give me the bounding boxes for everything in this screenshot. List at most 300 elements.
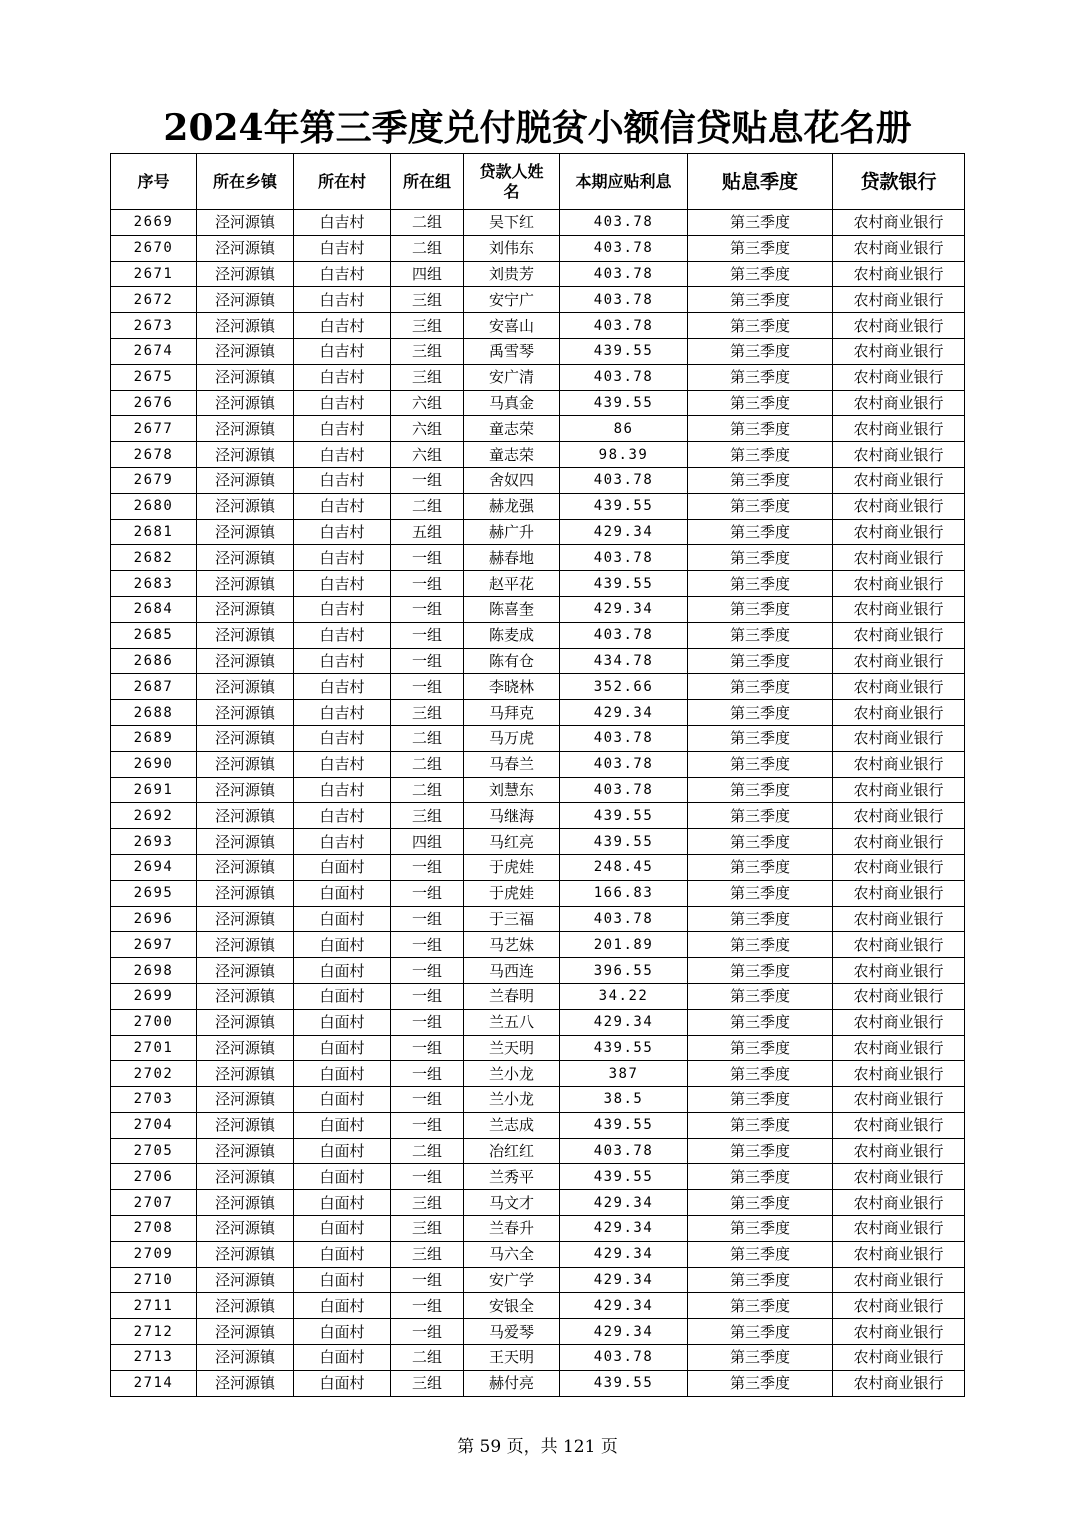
cell-seq: 2677	[111, 416, 197, 442]
cell-interest: 429.34	[560, 1009, 688, 1035]
cell-township: 泾河源镇	[197, 338, 294, 364]
cell-township: 泾河源镇	[197, 416, 294, 442]
table-row	[111, 829, 965, 855]
cell-interest: 429.34	[560, 1216, 688, 1242]
cell-village: 白吉村	[294, 751, 391, 777]
cell-borrower-name: 赫龙强	[464, 493, 560, 519]
cell-quarter: 第三季度	[688, 467, 833, 493]
cell-group: 二组	[391, 210, 464, 236]
cell-village: 白面村	[294, 932, 391, 958]
cell-seq: 2680	[111, 493, 197, 519]
cell-seq: 2691	[111, 777, 197, 803]
cell-quarter: 第三季度	[688, 958, 833, 984]
cell-group: 一组	[391, 1112, 464, 1138]
cell-seq: 2714	[111, 1370, 197, 1396]
cell-township: 泾河源镇	[197, 648, 294, 674]
cell-group: 一组	[391, 1009, 464, 1035]
cell-interest: 403.78	[560, 235, 688, 261]
cell-township: 泾河源镇	[197, 364, 294, 390]
cell-group: 一组	[391, 1267, 464, 1293]
header-group: 所在组	[391, 154, 464, 210]
cell-group: 一组	[391, 880, 464, 906]
table-row	[111, 1319, 965, 1345]
table-row	[111, 725, 965, 751]
cell-village: 白吉村	[294, 442, 391, 468]
cell-interest: 166.83	[560, 880, 688, 906]
cell-group: 三组	[391, 1241, 464, 1267]
cell-township: 泾河源镇	[197, 1138, 294, 1164]
cell-township: 泾河源镇	[197, 571, 294, 597]
cell-quarter: 第三季度	[688, 545, 833, 571]
table-row	[111, 261, 965, 287]
table-row	[111, 803, 965, 829]
cell-village: 白面村	[294, 854, 391, 880]
cell-township: 泾河源镇	[197, 674, 294, 700]
cell-borrower-name: 童志荣	[464, 442, 560, 468]
cell-bank: 农村商业银行	[833, 493, 965, 519]
header-village: 所在村	[294, 154, 391, 210]
cell-bank: 农村商业银行	[833, 416, 965, 442]
cell-village: 白吉村	[294, 364, 391, 390]
cell-township: 泾河源镇	[197, 1267, 294, 1293]
cell-group: 六组	[391, 416, 464, 442]
cell-quarter: 第三季度	[688, 1190, 833, 1216]
cell-village: 白吉村	[294, 803, 391, 829]
table-row	[111, 235, 965, 261]
cell-quarter: 第三季度	[688, 313, 833, 339]
cell-group: 一组	[391, 1293, 464, 1319]
cell-bank: 农村商业银行	[833, 261, 965, 287]
cell-interest: 429.34	[560, 519, 688, 545]
cell-borrower-name: 兰志成	[464, 1112, 560, 1138]
cell-seq: 2708	[111, 1216, 197, 1242]
table-row	[111, 1164, 965, 1190]
cell-borrower-name: 刘伟东	[464, 235, 560, 261]
cell-township: 泾河源镇	[197, 1319, 294, 1345]
cell-village: 白吉村	[294, 622, 391, 648]
cell-group: 三组	[391, 1370, 464, 1396]
cell-quarter: 第三季度	[688, 932, 833, 958]
cell-borrower-name: 兰小龙	[464, 1061, 560, 1087]
cell-quarter: 第三季度	[688, 571, 833, 597]
document-title: 2024年第三季度兑付脱贫小额信贷贴息花名册	[163, 107, 912, 149]
cell-bank: 农村商业银行	[833, 442, 965, 468]
cell-bank: 农村商业银行	[833, 958, 965, 984]
cell-borrower-name: 禹雪琴	[464, 338, 560, 364]
cell-seq: 2706	[111, 1164, 197, 1190]
cell-township: 泾河源镇	[197, 1293, 294, 1319]
cell-township: 泾河源镇	[197, 467, 294, 493]
cell-seq: 2705	[111, 1138, 197, 1164]
cell-seq: 2669	[111, 210, 197, 236]
cell-borrower-name: 安喜山	[464, 313, 560, 339]
cell-bank: 农村商业银行	[833, 1061, 965, 1087]
cell-township: 泾河源镇	[197, 210, 294, 236]
cell-bank: 农村商业银行	[833, 622, 965, 648]
cell-bank: 农村商业银行	[833, 287, 965, 313]
cell-bank: 农村商业银行	[833, 571, 965, 597]
cell-village: 白吉村	[294, 829, 391, 855]
cell-bank: 农村商业银行	[833, 1293, 965, 1319]
table-row	[111, 1345, 965, 1371]
cell-township: 泾河源镇	[197, 545, 294, 571]
cell-group: 三组	[391, 803, 464, 829]
header-borrower-name: 贷款人姓名	[464, 154, 560, 210]
cell-interest: 396.55	[560, 958, 688, 984]
cell-group: 四组	[391, 261, 464, 287]
cell-group: 五组	[391, 519, 464, 545]
cell-seq: 2685	[111, 622, 197, 648]
cell-seq: 2710	[111, 1267, 197, 1293]
table-row	[111, 1216, 965, 1242]
cell-seq: 2696	[111, 906, 197, 932]
table-row	[111, 906, 965, 932]
cell-borrower-name: 于三福	[464, 906, 560, 932]
cell-seq: 2678	[111, 442, 197, 468]
table-row	[111, 1241, 965, 1267]
cell-borrower-name: 兰天明	[464, 1035, 560, 1061]
cell-interest: 429.34	[560, 700, 688, 726]
cell-seq: 2695	[111, 880, 197, 906]
cell-borrower-name: 冶红红	[464, 1138, 560, 1164]
roster-table	[110, 153, 965, 1397]
cell-bank: 农村商业银行	[833, 210, 965, 236]
cell-village: 白面村	[294, 1370, 391, 1396]
cell-village: 白吉村	[294, 700, 391, 726]
cell-quarter: 第三季度	[688, 1035, 833, 1061]
table-row	[111, 545, 965, 571]
cell-quarter: 第三季度	[688, 338, 833, 364]
cell-bank: 农村商业银行	[833, 1009, 965, 1035]
cell-township: 泾河源镇	[197, 880, 294, 906]
cell-bank: 农村商业银行	[833, 1190, 965, 1216]
cell-township: 泾河源镇	[197, 261, 294, 287]
cell-quarter: 第三季度	[688, 1112, 833, 1138]
cell-village: 白面村	[294, 1241, 391, 1267]
cell-bank: 农村商业银行	[833, 1216, 965, 1242]
cell-bank: 农村商业银行	[833, 1241, 965, 1267]
cell-township: 泾河源镇	[197, 622, 294, 648]
cell-interest: 98.39	[560, 442, 688, 468]
cell-bank: 农村商业银行	[833, 854, 965, 880]
cell-quarter: 第三季度	[688, 261, 833, 287]
cell-interest: 439.55	[560, 1035, 688, 1061]
cell-seq: 2707	[111, 1190, 197, 1216]
cell-interest: 403.78	[560, 261, 688, 287]
cell-seq: 2713	[111, 1345, 197, 1371]
table-row	[111, 467, 965, 493]
cell-group: 一组	[391, 958, 464, 984]
cell-quarter: 第三季度	[688, 596, 833, 622]
table-row	[111, 674, 965, 700]
cell-village: 白面村	[294, 1345, 391, 1371]
cell-group: 一组	[391, 545, 464, 571]
cell-village: 白吉村	[294, 545, 391, 571]
cell-bank: 农村商业银行	[833, 648, 965, 674]
cell-quarter: 第三季度	[688, 854, 833, 880]
cell-village: 白面村	[294, 1087, 391, 1113]
cell-borrower-name: 赫广升	[464, 519, 560, 545]
cell-quarter: 第三季度	[688, 493, 833, 519]
cell-borrower-name: 马红亮	[464, 829, 560, 855]
header-seq: 序号	[111, 154, 197, 210]
cell-bank: 农村商业银行	[833, 700, 965, 726]
cell-group: 一组	[391, 571, 464, 597]
cell-quarter: 第三季度	[688, 1164, 833, 1190]
cell-borrower-name: 王天明	[464, 1345, 560, 1371]
cell-township: 泾河源镇	[197, 932, 294, 958]
cell-borrower-name: 兰秀平	[464, 1164, 560, 1190]
cell-interest: 403.78	[560, 751, 688, 777]
table-row	[111, 287, 965, 313]
cell-seq: 2684	[111, 596, 197, 622]
cell-quarter: 第三季度	[688, 880, 833, 906]
cell-group: 四组	[391, 829, 464, 855]
cell-interest: 439.55	[560, 571, 688, 597]
cell-seq: 2679	[111, 467, 197, 493]
cell-interest: 387	[560, 1061, 688, 1087]
table-row	[111, 571, 965, 597]
header-row	[111, 154, 965, 210]
cell-village: 白面村	[294, 906, 391, 932]
header-interest: 本期应贴利息	[560, 154, 688, 210]
cell-borrower-name: 安广学	[464, 1267, 560, 1293]
cell-township: 泾河源镇	[197, 1190, 294, 1216]
cell-township: 泾河源镇	[197, 1112, 294, 1138]
cell-village: 白面村	[294, 1009, 391, 1035]
table-row	[111, 622, 965, 648]
cell-seq: 2692	[111, 803, 197, 829]
table-row	[111, 1138, 965, 1164]
cell-township: 泾河源镇	[197, 1370, 294, 1396]
cell-group: 一组	[391, 1164, 464, 1190]
cell-interest: 439.55	[560, 493, 688, 519]
header-township: 所在乡镇	[197, 154, 294, 210]
cell-seq: 2697	[111, 932, 197, 958]
cell-township: 泾河源镇	[197, 725, 294, 751]
table-row	[111, 777, 965, 803]
cell-township: 泾河源镇	[197, 1035, 294, 1061]
cell-interest: 439.55	[560, 1164, 688, 1190]
cell-group: 二组	[391, 235, 464, 261]
cell-interest: 403.78	[560, 725, 688, 751]
cell-group: 一组	[391, 854, 464, 880]
cell-interest: 434.78	[560, 648, 688, 674]
cell-group: 一组	[391, 932, 464, 958]
cell-bank: 农村商业银行	[833, 1319, 965, 1345]
cell-quarter: 第三季度	[688, 390, 833, 416]
cell-borrower-name: 马拜克	[464, 700, 560, 726]
cell-seq: 2700	[111, 1009, 197, 1035]
cell-township: 泾河源镇	[197, 1345, 294, 1371]
cell-village: 白面村	[294, 1061, 391, 1087]
cell-group: 一组	[391, 1061, 464, 1087]
cell-quarter: 第三季度	[688, 1345, 833, 1371]
cell-village: 白面村	[294, 1216, 391, 1242]
cell-borrower-name: 赫春地	[464, 545, 560, 571]
table-row	[111, 751, 965, 777]
table-row	[111, 1009, 965, 1035]
cell-borrower-name: 马六全	[464, 1241, 560, 1267]
cell-seq: 2689	[111, 725, 197, 751]
cell-village: 白吉村	[294, 777, 391, 803]
cell-quarter: 第三季度	[688, 210, 833, 236]
cell-seq: 2672	[111, 287, 197, 313]
cell-borrower-name: 陈麦成	[464, 622, 560, 648]
cell-seq: 2683	[111, 571, 197, 597]
cell-township: 泾河源镇	[197, 958, 294, 984]
cell-township: 泾河源镇	[197, 803, 294, 829]
cell-seq: 2712	[111, 1319, 197, 1345]
cell-borrower-name: 刘慧东	[464, 777, 560, 803]
cell-group: 二组	[391, 493, 464, 519]
cell-interest: 429.34	[560, 596, 688, 622]
cell-interest: 86	[560, 416, 688, 442]
table-row	[111, 1190, 965, 1216]
cell-township: 泾河源镇	[197, 1216, 294, 1242]
cell-seq: 2704	[111, 1112, 197, 1138]
cell-group: 一组	[391, 467, 464, 493]
cell-quarter: 第三季度	[688, 287, 833, 313]
cell-interest: 403.78	[560, 313, 688, 339]
table-row	[111, 1370, 965, 1396]
cell-seq: 2702	[111, 1061, 197, 1087]
cell-bank: 农村商业银行	[833, 932, 965, 958]
cell-interest: 439.55	[560, 1112, 688, 1138]
cell-quarter: 第三季度	[688, 1138, 833, 1164]
cell-seq: 2670	[111, 235, 197, 261]
cell-village: 白吉村	[294, 493, 391, 519]
table-row	[111, 596, 965, 622]
cell-township: 泾河源镇	[197, 442, 294, 468]
cell-village: 白面村	[294, 1164, 391, 1190]
cell-group: 一组	[391, 622, 464, 648]
table-body	[111, 210, 965, 1397]
cell-township: 泾河源镇	[197, 777, 294, 803]
cell-quarter: 第三季度	[688, 906, 833, 932]
cell-interest: 439.55	[560, 803, 688, 829]
cell-group: 二组	[391, 777, 464, 803]
cell-borrower-name: 赫付亮	[464, 1370, 560, 1396]
cell-borrower-name: 吴下红	[464, 210, 560, 236]
cell-quarter: 第三季度	[688, 700, 833, 726]
cell-borrower-name: 马春兰	[464, 751, 560, 777]
table-row	[111, 983, 965, 1009]
header-quarter: 贴息季度	[688, 154, 833, 210]
cell-seq: 2694	[111, 854, 197, 880]
cell-seq: 2682	[111, 545, 197, 571]
cell-bank: 农村商业银行	[833, 777, 965, 803]
cell-seq: 2675	[111, 364, 197, 390]
table-row	[111, 958, 965, 984]
cell-quarter: 第三季度	[688, 364, 833, 390]
cell-group: 一组	[391, 648, 464, 674]
cell-borrower-name: 舍奴四	[464, 467, 560, 493]
cell-seq: 2674	[111, 338, 197, 364]
cell-seq: 2687	[111, 674, 197, 700]
cell-borrower-name: 安广清	[464, 364, 560, 390]
cell-bank: 农村商业银行	[833, 545, 965, 571]
table-row	[111, 210, 965, 236]
cell-borrower-name: 兰五八	[464, 1009, 560, 1035]
cell-group: 一组	[391, 983, 464, 1009]
cell-interest: 403.78	[560, 906, 688, 932]
cell-village: 白面村	[294, 880, 391, 906]
cell-borrower-name: 安银全	[464, 1293, 560, 1319]
table-row	[111, 519, 965, 545]
cell-group: 三组	[391, 1190, 464, 1216]
cell-bank: 农村商业银行	[833, 1345, 965, 1371]
cell-borrower-name: 于虎娃	[464, 880, 560, 906]
cell-bank: 农村商业银行	[833, 519, 965, 545]
table-row	[111, 493, 965, 519]
cell-quarter: 第三季度	[688, 1319, 833, 1345]
cell-borrower-name: 马艺妹	[464, 932, 560, 958]
cell-quarter: 第三季度	[688, 1293, 833, 1319]
cell-interest: 201.89	[560, 932, 688, 958]
cell-village: 白吉村	[294, 519, 391, 545]
cell-interest: 352.66	[560, 674, 688, 700]
cell-quarter: 第三季度	[688, 803, 833, 829]
cell-village: 白吉村	[294, 287, 391, 313]
cell-interest: 403.78	[560, 545, 688, 571]
cell-bank: 农村商业银行	[833, 803, 965, 829]
cell-village: 白面村	[294, 1267, 391, 1293]
table-row	[111, 880, 965, 906]
cell-group: 一组	[391, 1087, 464, 1113]
cell-township: 泾河源镇	[197, 235, 294, 261]
cell-quarter: 第三季度	[688, 725, 833, 751]
cell-interest: 439.55	[560, 1370, 688, 1396]
cell-bank: 农村商业银行	[833, 390, 965, 416]
cell-village: 白吉村	[294, 725, 391, 751]
cell-township: 泾河源镇	[197, 829, 294, 855]
cell-group: 一组	[391, 906, 464, 932]
page-footer: 第 59 页，共 121 页	[457, 1437, 618, 1457]
cell-bank: 农村商业银行	[833, 338, 965, 364]
table-row	[111, 1087, 965, 1113]
cell-village: 白面村	[294, 958, 391, 984]
cell-group: 三组	[391, 700, 464, 726]
cell-seq: 2686	[111, 648, 197, 674]
cell-seq: 2688	[111, 700, 197, 726]
cell-quarter: 第三季度	[688, 1009, 833, 1035]
table-row	[111, 313, 965, 339]
cell-seq: 2699	[111, 983, 197, 1009]
cell-quarter: 第三季度	[688, 829, 833, 855]
cell-quarter: 第三季度	[688, 622, 833, 648]
cell-seq: 2703	[111, 1087, 197, 1113]
cell-quarter: 第三季度	[688, 674, 833, 700]
cell-village: 白吉村	[294, 648, 391, 674]
table-row	[111, 648, 965, 674]
cell-township: 泾河源镇	[197, 287, 294, 313]
cell-interest: 403.78	[560, 1345, 688, 1371]
cell-bank: 农村商业银行	[833, 1370, 965, 1396]
cell-borrower-name: 马文才	[464, 1190, 560, 1216]
cell-borrower-name: 安宁广	[464, 287, 560, 313]
cell-borrower-name: 于虎娃	[464, 854, 560, 880]
cell-borrower-name: 兰春升	[464, 1216, 560, 1242]
cell-interest: 429.34	[560, 1267, 688, 1293]
cell-group: 三组	[391, 338, 464, 364]
cell-borrower-name: 马万虎	[464, 725, 560, 751]
cell-village: 白面村	[294, 1138, 391, 1164]
cell-quarter: 第三季度	[688, 751, 833, 777]
cell-group: 六组	[391, 390, 464, 416]
cell-township: 泾河源镇	[197, 1009, 294, 1035]
cell-bank: 农村商业银行	[833, 235, 965, 261]
